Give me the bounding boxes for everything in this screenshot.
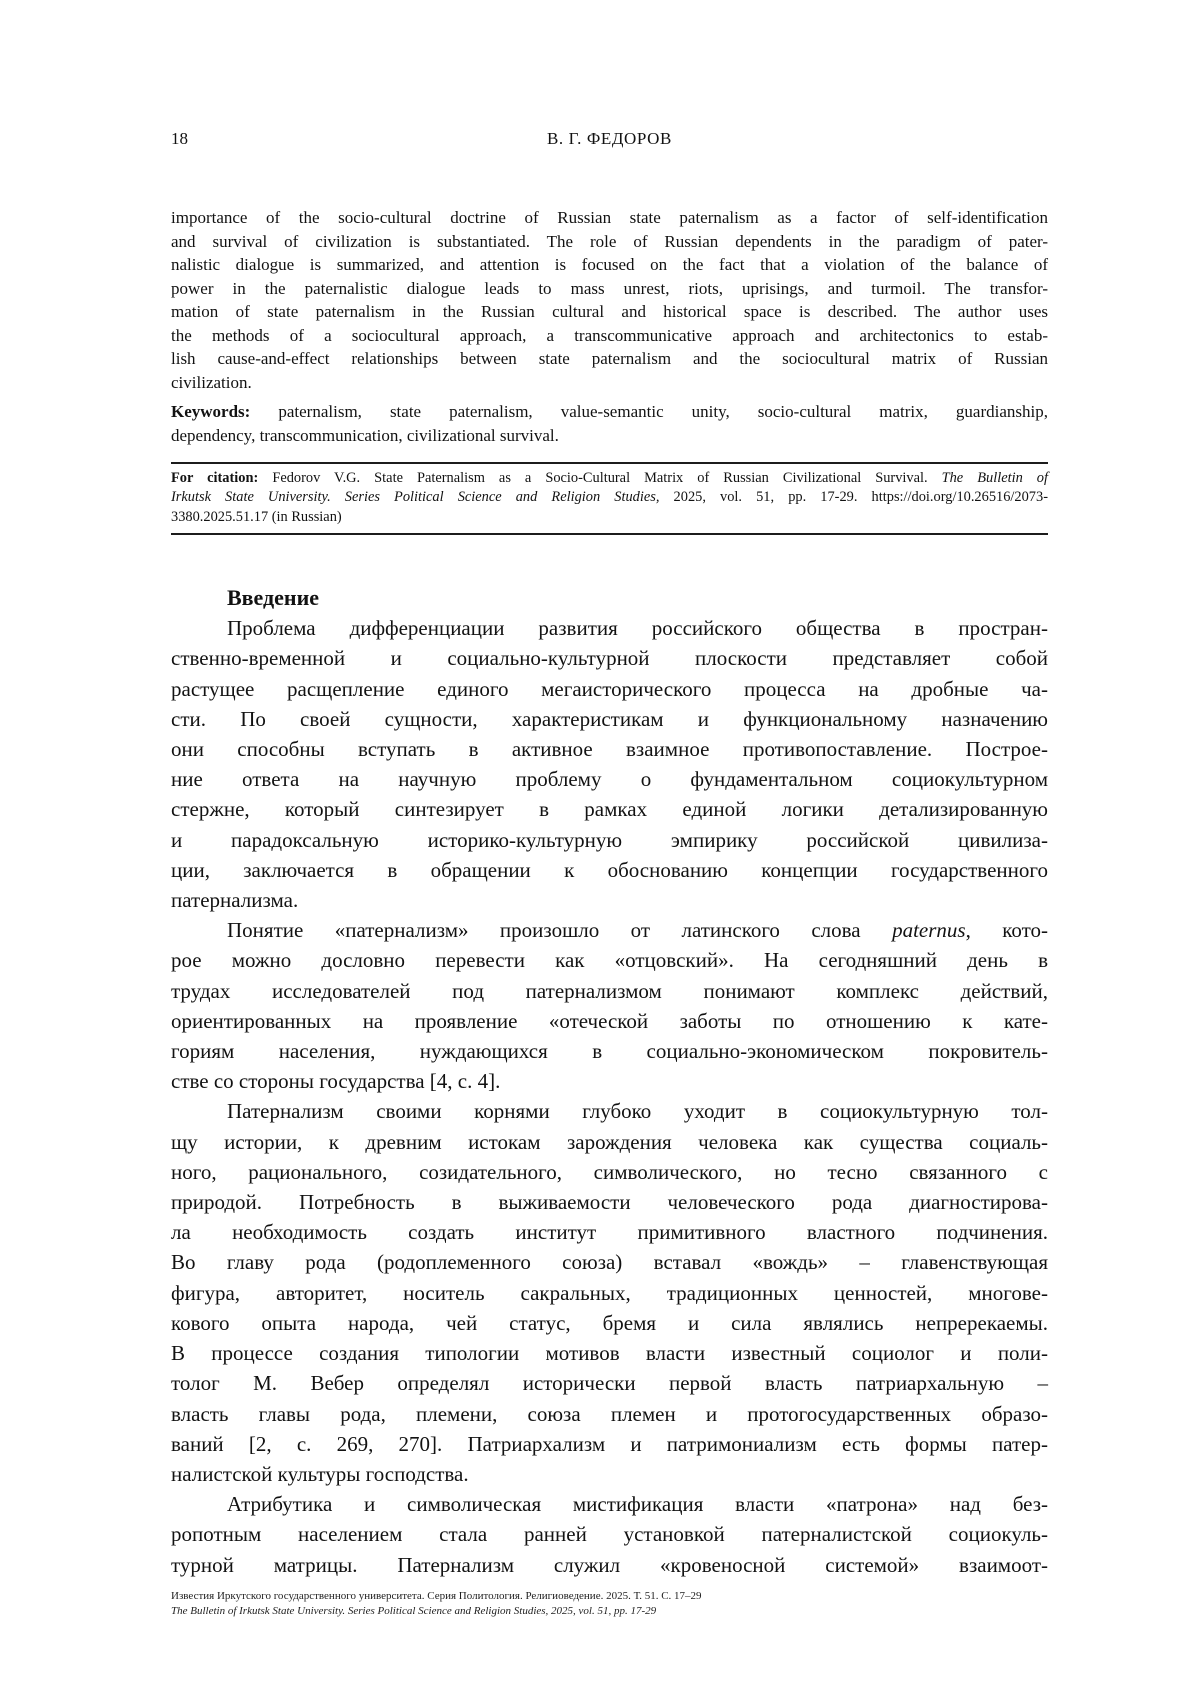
paragraph — [171, 915, 1048, 1096]
text-line: ного, рационального, созидательного, символического, но тесно связанного с — [171, 1159, 1048, 1184]
text-line: ла необходимость создать институт примитивного властного подчинения. — [171, 1220, 1048, 1245]
text-line: щу истории, к древним истокам зарождения человека как существа социаль- — [171, 1129, 1048, 1154]
text-line: они способны вступать в активное взаимное противопоставление. Построе- — [171, 737, 1048, 762]
running-head: В. Г. ФЕДОРОВ — [546, 129, 672, 148]
page-footer — [171, 1589, 1048, 1618]
abstract-continuation — [171, 206, 1048, 394]
paragraph — [171, 1096, 1048, 1489]
text-line: Проблема дифференциации развития российского общества в простран- — [227, 616, 1048, 641]
text-line: фигура, авторитет, носитель сакральных, традиционных ценностей, многове- — [171, 1280, 1048, 1305]
footer-line-russian: Известия Иркутского государственного университета. Серия Политология. Религиоведение. 2025. Т. 51. С. 17–29 — [171, 1590, 702, 1602]
citation-block — [171, 464, 1048, 533]
text-line: патернализма. — [171, 888, 299, 913]
text-line: lish cause-and-effect relationships between state paternalism and the sociocultural matrix of Russian — [171, 349, 1048, 368]
citation-line — [171, 508, 1048, 527]
text-line: власть главы рода, племени, союза племен и протогосударственных образо- — [171, 1401, 1048, 1426]
text-line: Во главу рода (родоплеменного союза) вставал «вождь» – главенствующая — [171, 1250, 1048, 1275]
citation-line — [171, 469, 1048, 488]
text-line: природой. Потребность в выживаемости человеческого рода диагностирова- — [171, 1190, 1048, 1215]
text-line: Атрибутика и символическая мистификация власти «патрона» над без- — [227, 1492, 1048, 1517]
footer-line-english: The Bulletin of Irkutsk State University. Series Political Science and Religion Studies, 2025, vol. 51, pp. 17-29 — [171, 1604, 657, 1617]
text-line: толог М. Вебер определял исторически первой власть патриархальную – — [171, 1371, 1048, 1396]
keywords-line — [171, 400, 1048, 424]
citation-line — [171, 488, 1048, 507]
text-line: ориентированных на проявление «отеческой заботы по отношению к кате- — [171, 1008, 1048, 1033]
text-line: растущее расщепление единого мегаисторического процесса на дробные ча- — [171, 676, 1048, 701]
text-line: рое можно дословно перевести как «отцовский». На сегодняшний день в — [171, 948, 1048, 973]
text-line: and survival of civilization is substantiated. The role of Russian dependents in the paradigm of pater- — [171, 231, 1048, 251]
text-line: кового опыта народа, чей статус, бремя и сила являлись непререкаемы. — [171, 1310, 1048, 1335]
section-heading: Введение — [227, 585, 320, 611]
text-line: турной матрицы. Патернализм служил «кровеносной системой» взаимоот- — [171, 1552, 1048, 1577]
text-line: Патернализм своими корнями глубоко уходит в социокультурную тол- — [227, 1099, 1048, 1124]
divider-rule-bottom — [171, 533, 1048, 535]
citation-journal-title: The Bulletin of — [941, 470, 1048, 486]
text-line: ропотным населением стала ранней установкой патерналистской социокуль- — [171, 1522, 1048, 1547]
keywords-label: Keywords: — [171, 402, 251, 421]
citation-text: Fedorov V.G. State Paternalism as a Socio-Cultural Matrix of Russian Civilizational Survival. — [258, 470, 942, 486]
paragraph — [171, 1489, 1048, 1580]
text-line: power in the paternalistic dialogue leads to mass unrest, riots, uprisings, and turmoil. The transfor- — [171, 278, 1048, 298]
text-line: mation of state paternalism in the Russian cultural and historical space is described. The author uses — [171, 302, 1048, 321]
text-line: гориям населения, нуждающихся в социально-экономическом покровитель- — [171, 1039, 1048, 1064]
text-line: ственно-временной и социально-культурной плоскости представляет собой — [171, 646, 1048, 671]
citation-doi: 3380.2025.51.17 (in Russian) — [171, 508, 342, 525]
text-column — [171, 0, 1048, 1580]
text-line: налистской культуры господства. — [171, 1461, 469, 1486]
text-line: the methods of a sociocultural approach, a transcommunicative approach and architectonics to estab- — [171, 325, 1048, 345]
text-line: ции, заключается в обращении к обоснованию концепции государственного — [171, 857, 1048, 882]
paragraph — [171, 613, 1048, 915]
text-line: трудах исследователей под патернализмом понимают комплекс действий, — [171, 978, 1048, 1003]
italic-term: paternus — [892, 918, 966, 943]
text-line: и парадоксальную историко-культурную эмпирику российской цивилиза- — [171, 827, 1048, 852]
page-header — [171, 127, 1048, 150]
text-line: сти. По своей сущности, характеристикам и функциональному назначению — [171, 706, 1048, 731]
keywords-text: paternalism, state paternalism, value-semantic unity, socio-cultural matrix, guardianship, — [250, 402, 1048, 421]
text-line: стве со стороны государства [4, с. 4]. — [171, 1069, 501, 1094]
text-line: Понятие «патернализм» произошло от латинского слова paternus, кото- — [227, 918, 1048, 943]
citation-label: For citation: — [171, 470, 259, 486]
keywords-line: dependency, transcommunication, civilizational survival. — [171, 425, 559, 445]
text-line: importance of the socio-cultural doctrine of Russian state paternalism as a factor of self-identification — [171, 208, 1048, 227]
text-line: В процессе создания типологии мотивов власти известный социолог и поли- — [171, 1341, 1048, 1366]
text-line: civilization. — [171, 372, 252, 392]
text-line: стержне, который синтезирует в рамках единой логики детализированную — [171, 797, 1048, 822]
citation-journal-title: Irkutsk State University. Series Political Science and Religion Studies, — [171, 489, 660, 506]
text-line: ваний [2, с. 269, 270]. Патриархализм и патримониализм есть формы патер- — [171, 1431, 1048, 1456]
keywords-block — [171, 400, 1048, 447]
page-number: 18 — [171, 129, 188, 148]
citation-text: 2025, vol. 51, pp. 17-29. https://doi.org/10.26516/2073- — [659, 489, 1048, 506]
text-line: nalistic dialogue is summarized, and attention is focused on the fact that a violation of the balance of — [171, 255, 1048, 274]
text-line: ние ответа на научную проблему о фундаментальном социокультурном — [171, 767, 1048, 792]
